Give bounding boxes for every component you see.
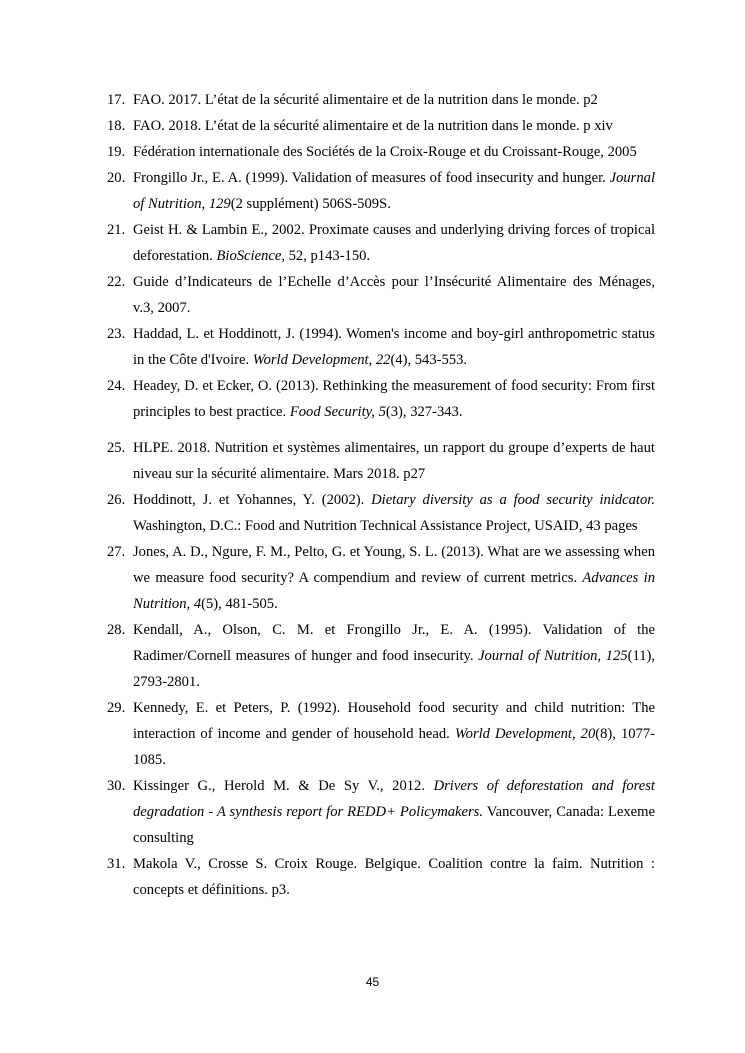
reference-segment: Kennedy, E. et Peters, P. (1992). Household food security and child nutrition: The interaction of income and gender of household head. <box>133 700 655 742</box>
reference-italic-segment: Dietary diversity as a food security inidcator. <box>371 492 655 508</box>
reference-text <box>133 92 598 108</box>
reference-segment: Washington, D.C.: Food and Nutrition Technical Assistance Project, USAID, 43 pages <box>133 518 638 534</box>
reference-segment: Fédération internationale des Sociétés de la Croix-Rouge et du Croissant-Rouge, 2005 <box>133 144 637 160</box>
reference-number: 29. <box>107 700 126 716</box>
reference-item <box>107 695 655 773</box>
reference-segment: Geist H. & Lambin E., 2002. Proximate causes and underlying driving forces of tropical deforestation. <box>133 222 655 264</box>
reference-segment: Headey, D. et Ecker, O. (2013). Rethinking the measurement of food security: From first principles to best practice. <box>133 378 655 420</box>
reference-text <box>133 544 655 612</box>
reference-segment: Kissinger G., Herold M. & De Sy V., 2012. <box>133 778 434 794</box>
reference-segment: (2 supplément) 506S-509S. <box>230 196 391 212</box>
reference-number: 18. <box>107 118 126 134</box>
reference-italic-segment: World Development, 20 <box>454 726 596 742</box>
reference-number: 31. <box>107 856 126 872</box>
reference-number: 27. <box>107 544 126 560</box>
reference-item <box>107 851 655 903</box>
reference-text <box>133 856 655 898</box>
reference-segment: Haddad, L. et Hoddinott, J. (1994). Women's income and boy-girl anthropometric status in the Côte d'Ivoire. <box>133 326 655 368</box>
reference-segment: (3), 327-343. <box>385 404 463 420</box>
reference-item <box>107 217 655 269</box>
reference-segment: FAO. 2018. L’état de la sécurité alimentaire et de la nutrition dans le monde. p xiv <box>133 118 613 134</box>
reference-segment: , 52, p143-150. <box>281 248 371 264</box>
reference-number: 21. <box>107 222 126 238</box>
reference-segment: Kendall, A., Olson, C. M. et Frongillo Jr., E. A. (1995). Validation of the Radimer/Cornell measures of hunger and food insecurity. <box>133 622 655 664</box>
reference-item <box>107 87 655 113</box>
reference-text <box>133 170 655 212</box>
reference-text <box>133 222 655 264</box>
reference-italic-segment: World Development, 22 <box>252 352 391 368</box>
reference-text <box>133 144 637 160</box>
reference-italic-segment: Drivers of deforestation and forest degradation - A synthesis report for REDD+ Policymakers. <box>133 778 655 820</box>
reference-segment: Makola V., Crosse S. Croix Rouge. Belgique. Coalition contre la faim. Nutrition : concepts et définitions. p3. <box>133 856 655 898</box>
reference-text <box>133 492 655 534</box>
reference-number: 24. <box>107 378 126 394</box>
reference-list <box>107 87 655 903</box>
reference-number: 25. <box>107 440 126 456</box>
reference-segment: Jones, A. D., Ngure, F. M., Pelto, G. et Young, S. L. (2013). What are we assessing when we measure food security? A compendium and review of current metrics. <box>133 544 655 586</box>
reference-number: 20. <box>107 170 126 186</box>
reference-italic-segment: Advances in Nutrition, 4 <box>133 570 655 612</box>
reference-item <box>107 269 655 321</box>
reference-text <box>133 700 655 768</box>
reference-number: 19. <box>107 144 126 160</box>
reference-item <box>107 139 655 165</box>
reference-italic-segment: BioScience <box>216 248 282 264</box>
reference-segment: FAO. 2017. L’état de la sécurité alimentaire et de la nutrition dans le monde. p2 <box>133 92 598 108</box>
reference-item <box>107 617 655 695</box>
reference-segment: (8), 1077-1085. <box>133 726 655 768</box>
reference-number: 30. <box>107 778 126 794</box>
reference-text <box>133 118 613 134</box>
reference-item <box>107 373 655 425</box>
page-number: 45 <box>365 975 380 989</box>
reference-segment: (11), 2793-2801. <box>133 648 655 690</box>
reference-item <box>107 487 655 539</box>
reference-number: 17. <box>107 92 126 108</box>
reference-segment: Guide d’Indicateurs de l’Echelle d’Accès pour l’Insécurité Alimentaire des Ménages, v.3, 2007. <box>133 274 655 316</box>
reference-text <box>133 274 655 316</box>
reference-text <box>133 622 655 690</box>
reference-text <box>133 778 655 846</box>
reference-text <box>133 326 655 368</box>
reference-number: 22. <box>107 274 126 290</box>
reference-item <box>107 773 655 851</box>
reference-segment: Frongillo Jr., E. A. (1999). Validation of measures of food insecurity and hunger. <box>133 170 610 186</box>
reference-segment: (4), 543-553. <box>390 352 468 368</box>
reference-item <box>107 321 655 373</box>
reference-segment: Vancouver, Canada: Lexeme consulting <box>133 804 655 846</box>
reference-number: 28. <box>107 622 126 638</box>
reference-segment: Hoddinott, J. et Yohannes, Y. (2002). <box>133 492 372 508</box>
reference-segment: (5), 481-505. <box>201 596 278 612</box>
reference-italic-segment: Journal of Nutrition, 125 <box>478 648 628 664</box>
reference-item <box>107 539 655 617</box>
reference-item <box>107 435 655 487</box>
reference-text <box>133 440 655 482</box>
reference-italic-segment: Journal of Nutrition, 129 <box>133 170 655 212</box>
reference-segment: HLPE. 2018. Nutrition et systèmes alimentaires, un rapport du groupe d’experts de haut niveau sur la sécurité alimentaire. Mars 2018. p27 <box>133 440 655 482</box>
reference-italic-segment: Food Security, 5 <box>289 404 386 420</box>
reference-item <box>107 113 655 139</box>
reference-text <box>133 378 655 420</box>
reference-number: 23. <box>107 326 126 342</box>
reference-item <box>107 165 655 217</box>
reference-number: 26. <box>107 492 126 508</box>
